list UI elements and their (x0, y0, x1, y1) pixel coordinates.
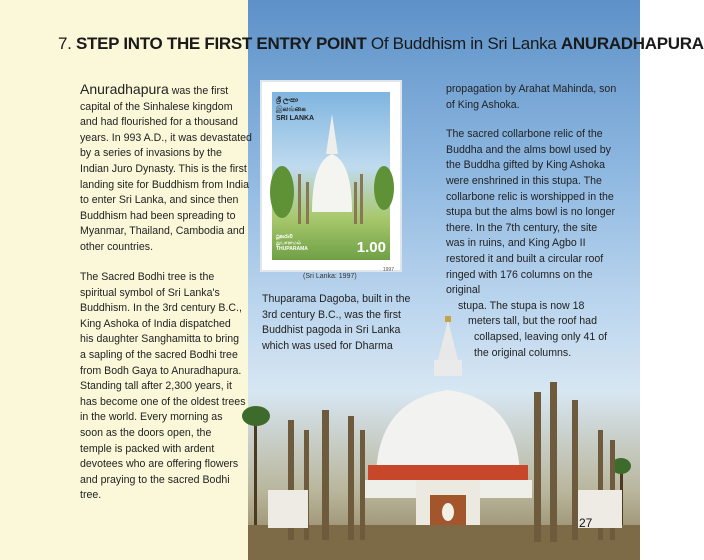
right-column (446, 82, 618, 361)
heading-normal: Of Buddhism in Sri Lanka (370, 34, 557, 53)
right-para-2c: meters tall, but the roof had (468, 315, 597, 328)
left-column (80, 82, 252, 256)
section-heading (58, 34, 704, 54)
stamp-credit: (Sri Lanka: 1997) (303, 273, 357, 280)
heading-place: ANURADHAPURA (560, 34, 704, 53)
stamp-caption-3: THUPARAMA (276, 246, 308, 252)
stamp-year: 1997 (382, 267, 394, 273)
stamp-artwork (272, 92, 390, 260)
stamp-caption-1: ථූපාරාම (276, 234, 293, 240)
right-para-2d: collapsed, leaving only 41 of (474, 330, 608, 343)
right-para-2b: stupa. The stupa is now 18 (458, 299, 585, 312)
left-para-1 (80, 82, 252, 256)
stamp-caption (276, 234, 308, 252)
mid-text: Thuparama Dagoba, built in the 3rd century B.C., was the first Buddhist pagoda in Sri Lanka which was used for Dharma (262, 293, 411, 352)
stamp-value: 1.00 (356, 239, 386, 256)
postage-stamp (262, 82, 400, 273)
left-para-1-text: was the first capital of the Sinhalese kingdom and had flourished for a thousand years. In 993 A.D., it was devastated by a series of invasions by the Indian Juro Dynasty. This is the first landing site for Buddhism from India to enter Sri Lanka, and since then Buddhism had been spreading to Myanmar, Thailand, Cambodia and other countries. (80, 85, 252, 253)
page-number: 27 (579, 516, 593, 530)
right-para-1: propagation by Arahat Mahinda, son of King Ashoka. (446, 83, 617, 111)
stamp-country (276, 96, 314, 123)
right-para-2: The sacred collarbone relic of the Buddha and the alms bowl used by the Buddha gifted by King Ashoka were enshrined in this stupa. The collarbone relic is worshipped in the stupa but the alms bowl is no longer there. In the 7th century, the site was in ruins, and King Agbo II restored it and built a circular roof ringed with 176 columns on the original (446, 128, 616, 297)
stamp-country-sinhala: ශ්‍රී ලංකා (276, 97, 299, 104)
left-column-2 (80, 270, 246, 504)
heading-number: 7. (58, 34, 72, 53)
heading-bold: STEP INTO THE FIRST ENTRY POINT (76, 34, 367, 53)
left-para-2: The Sacred Bodhi tree is the spiritual symbol of Sri Lanka's Buddhism. In the 3rd century B.C., King Ashoka of India dispatched his daughter Sanghamitta to bring a sapling of the sacred Bodhi tree from Bodh Gaya to Anuradhapura. Standing tall after 2,300 years, it has become one of the oldest trees in the world. Every morning as soon as the doors open, the temple is packed with ardent devotees who are offering flowers and praying to the sacred Bodhi tree. (80, 271, 246, 502)
right-para-2e: the original columns. (474, 346, 572, 359)
stamp-country-en: SRI LANKA (276, 115, 315, 122)
stamp-country-tamil: இலங்கை (276, 106, 306, 113)
lead-word: Anuradhapura (80, 81, 169, 97)
stamp-caption-text (262, 292, 412, 354)
stamp-caption-2: தூபாராமம் (276, 240, 301, 246)
